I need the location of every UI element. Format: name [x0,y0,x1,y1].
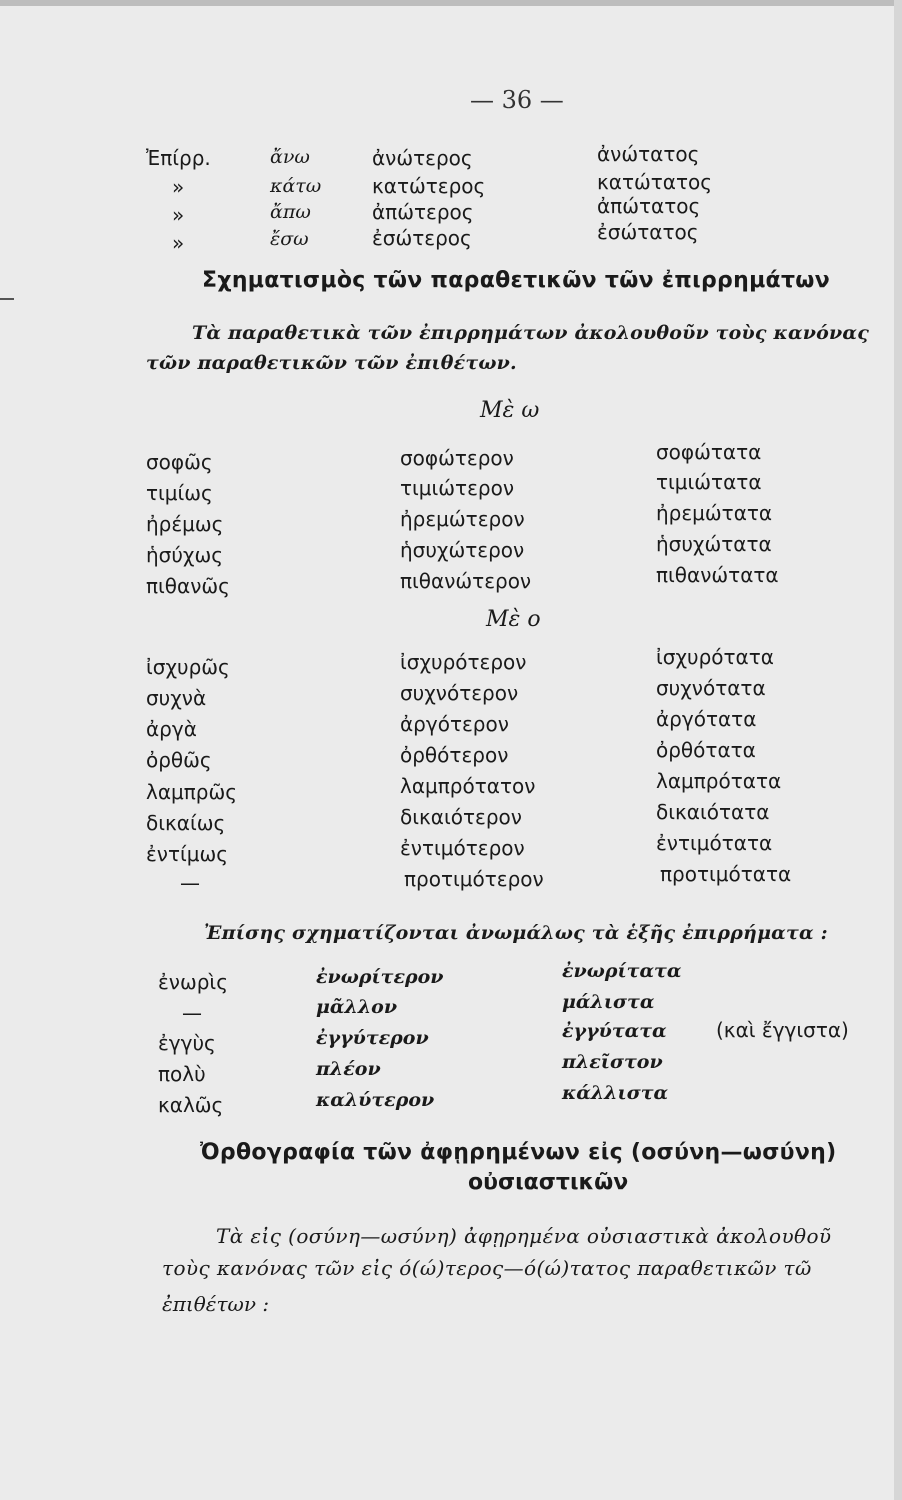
scan-mark [0,298,14,300]
superlative-form: ἰσχυρότατα [656,645,774,669]
superlative-form: τιμιώτατα [656,470,762,494]
superlative-form: ἐνωρίτατα [562,960,682,982]
comparative-form: λαμπρότατον [400,774,536,798]
positive-form: συχνὰ [146,686,207,710]
superlative-form: ὀρθότατα [656,738,756,762]
row-label: » [172,175,185,199]
row-label: Ἐπίρρ. [146,146,211,170]
positive-form: δικαίως [146,811,226,835]
superlative-form: μάλιστα [562,991,655,1013]
superlative-form: κάλλιστα [562,1082,669,1104]
section-heading: Ὀρθογραφία τῶν ἀφῃρημένων εἰς (οσύνη—ωσύνη) [200,1140,837,1165]
adverb-comparative: ἐσώτερος [372,226,472,250]
comparative-form: ἰσχυρότερον [400,650,527,674]
positive-form: καλῶς [158,1093,224,1117]
positive-form: ἐγγὺς [158,1031,216,1055]
comparative-form: δικαιότερον [400,805,522,829]
body-line: ἐπιθέτων : [162,1292,270,1316]
positive-form: ἐντίμως [146,842,229,866]
intro-line: τῶν παραθετικῶν τῶν ἐπιθέτων. [146,352,517,374]
adverb-superlative: ἀπώτατος [597,194,701,218]
adverb-superlative: ἐσώτατος [597,220,699,244]
superlative-form: ἡσυχώτατα [656,532,772,556]
comparative-form: ἐγγύτερον [316,1027,429,1049]
adverb-base: ἄπω [270,201,311,223]
positive-form: ὀρθῶς [146,748,212,772]
superlative-form: ἠρεμώτατα [656,501,773,525]
positive-form: πολὺ [158,1062,206,1086]
comparative-form: ἠρεμώτερον [400,507,525,531]
positive-form: ἡσύχως [146,543,223,567]
comparative-form: σοφώτερον [400,446,514,470]
group-label-omicron: Μὲ ο [486,607,541,632]
positive-form: ἰσχυρῶς [146,655,230,679]
body-line: τοὺς κανόνας τῶν εἰς ό(ώ)τερος—ό(ώ)τατος παραθετικῶν τῶ [162,1256,812,1280]
body-line: Τὰ εἰς (οσύνη—ωσύνη) ἀφῃρημένα οὐσιαστικὰ ἀκολουθοῦ [216,1224,832,1248]
scan-right-edge [894,0,902,1500]
superlative-form: ἐντιμότατα [656,831,773,855]
positive-form: λαμπρῶς [146,780,237,804]
comparative-form: πιθανώτερον [400,569,532,593]
positive-form: — [180,871,200,895]
adverb-superlative: κατώτατος [597,170,712,194]
adverb-comparative: ἀπώτερος [372,200,474,224]
superlative-form: συχνότατα [656,676,766,700]
intro-line: Τὰ παραθετικὰ τῶν ἐπιρρημάτων ἀκολουθοῦν τοὺς κανόνας [192,322,870,344]
positive-form: ἐνωρὶς [158,970,228,994]
positive-form: ἀργὰ [146,717,197,741]
comparative-form: συχνότερον [400,681,519,705]
row-label: » [172,203,185,227]
comparative-form: ἡσυχώτερον [400,538,525,562]
comparative-form: τιμιώτερον [400,476,515,500]
superlative-form: ἀργότατα [656,707,757,731]
superlative-form: σοφώτατα [656,440,762,464]
adverb-base: ἔσω [270,228,309,250]
superlative-form: δικαιότατα [656,800,770,824]
positive-form: σοφῶς [146,450,213,474]
adverb-superlative: ἀνώτατος [597,142,700,166]
positive-form: τιμίως [146,481,213,505]
comparative-form: ὀρθότερον [400,743,509,767]
irregular-intro: Ἐπίσης σχηματίζονται ἀνωμάλως τὰ ἑξῆς ἐπιρρήματα : [204,922,828,944]
adverb-comparative: ἀνώτερος [372,146,473,170]
comparative-form: ἐνωρίτερον [316,966,444,988]
alternate-note: (καὶ ἔγγιστα) [716,1018,849,1042]
superlative-form: πιθανώτατα [656,563,779,587]
superlative-form: ἐγγύτατα [562,1020,667,1042]
row-label: » [172,231,185,255]
superlative-form: λαμπρότατα [656,769,782,793]
comparative-form: ἀργότερον [400,712,509,736]
superlative-form: προτιμότατα [660,862,792,886]
scan-top-edge [0,0,902,6]
comparative-form: προτιμότερον [404,867,544,891]
positive-form: πιθανῶς [146,574,230,598]
adverb-comparative: κατώτερος [372,174,486,198]
section-heading: Σχηματισμὸς τῶν παραθετικῶν τῶν ἐπιρρημάτων [202,268,831,293]
adverb-base: ἄνω [270,146,310,168]
superlative-form: πλεῖστον [562,1051,663,1073]
comparative-form: μᾶλλον [316,996,398,1018]
positive-form: — [182,1001,202,1025]
comparative-form: πλέον [316,1058,381,1080]
positive-form: ἠρέμως [146,512,224,536]
adverb-base: κάτω [270,175,322,197]
group-label-omega: Μὲ ω [480,398,540,423]
comparative-form: ἐντιμότερον [400,836,525,860]
comparative-form: καλύτερον [316,1089,435,1111]
section-heading-cont: οὐσιαστικῶν [468,1170,629,1195]
page-number: — 36 — [470,86,564,114]
